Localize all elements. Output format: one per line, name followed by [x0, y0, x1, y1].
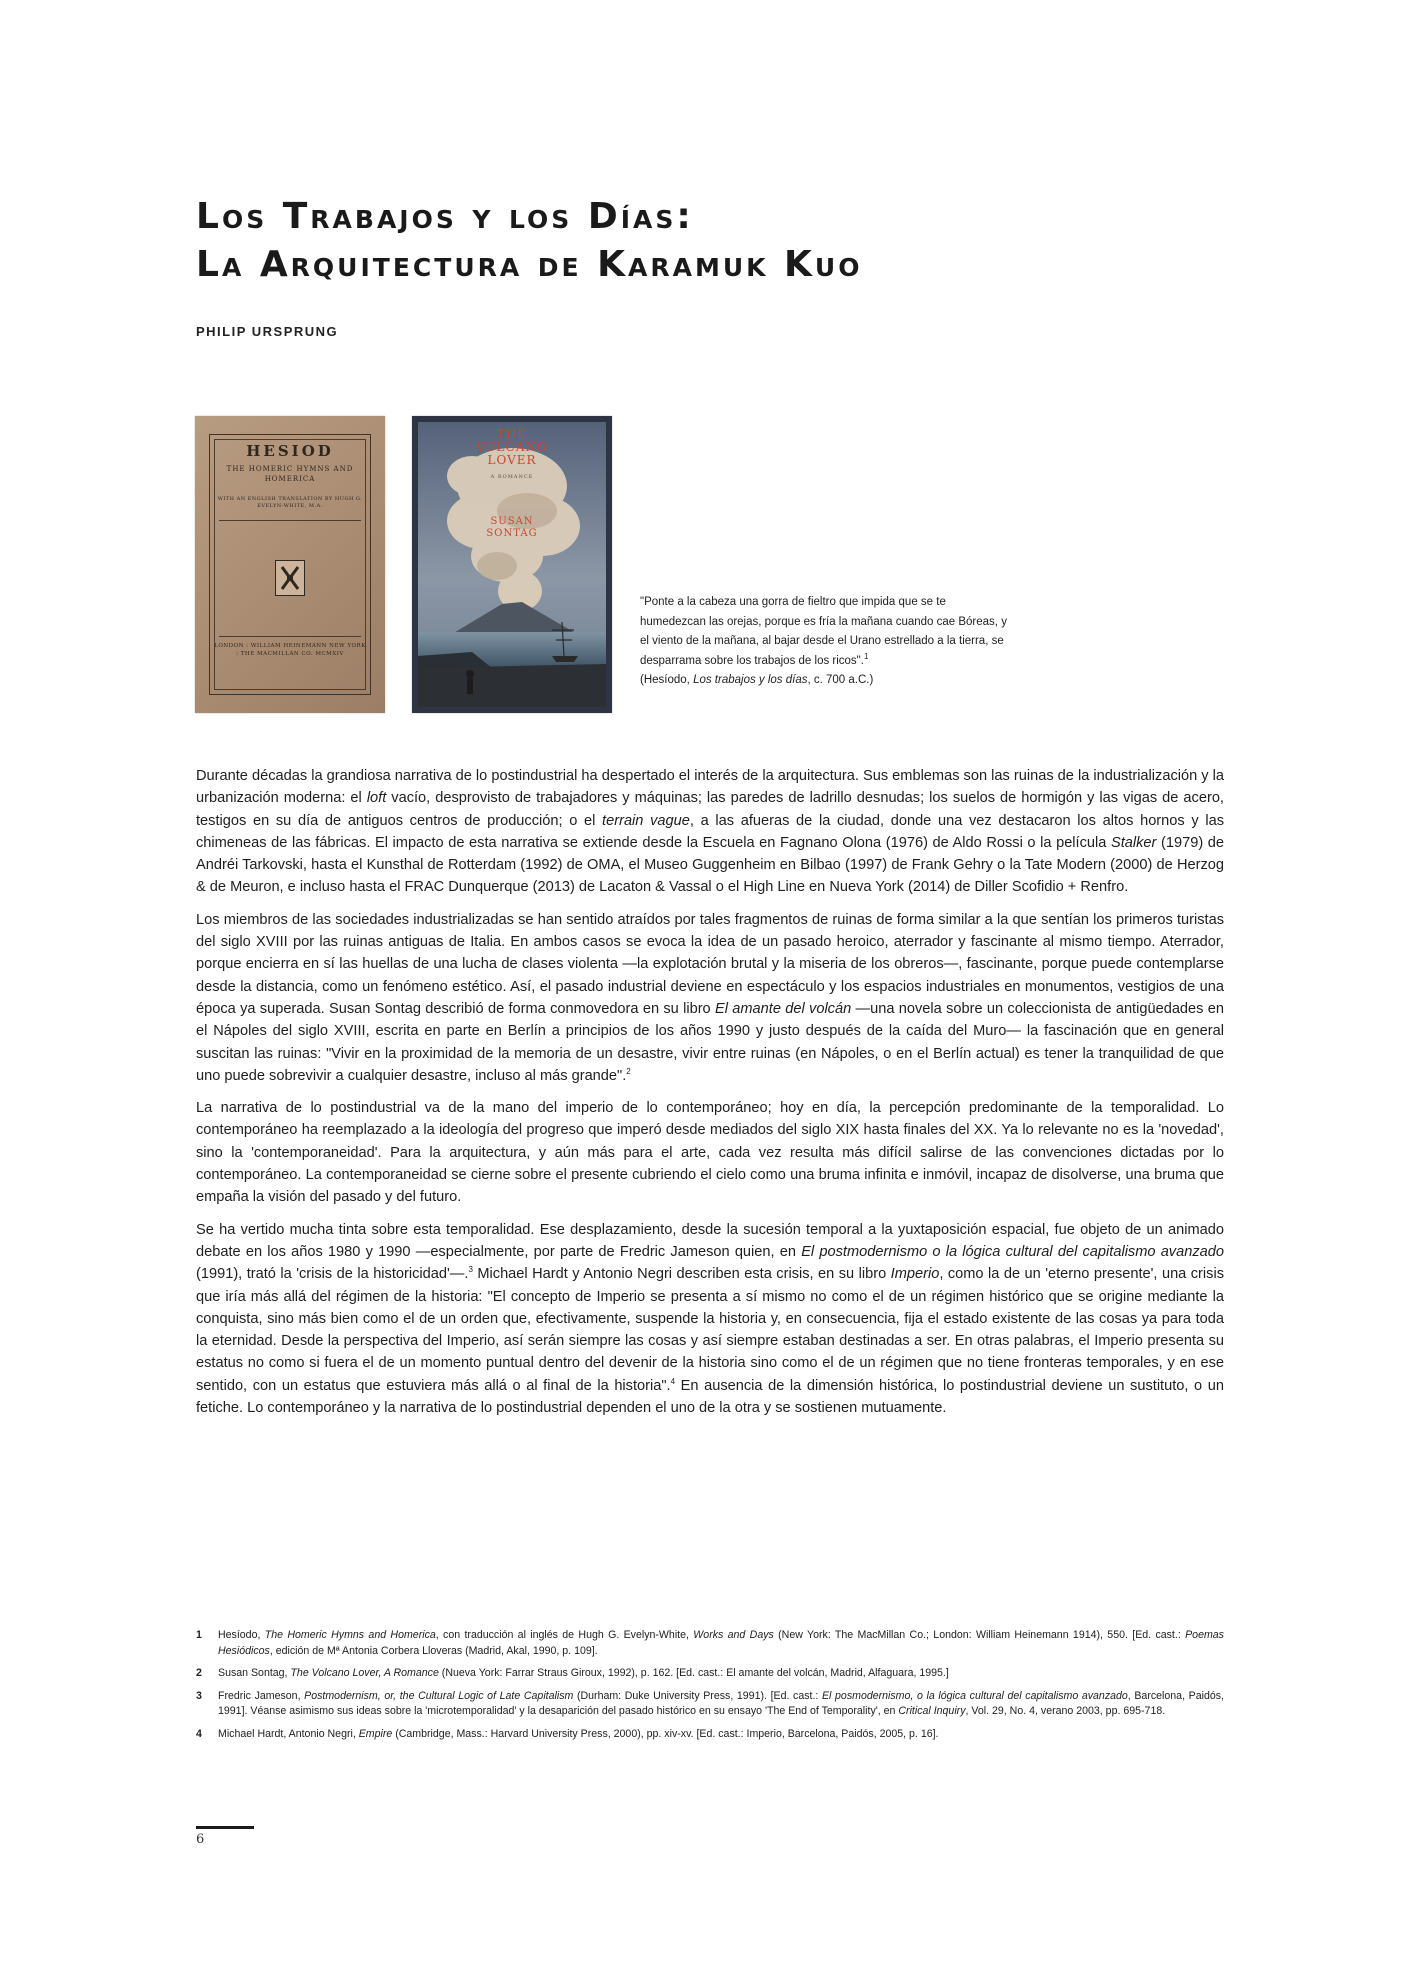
hesiod-cover-subtitle: THE HOMERIC HYMNS AND HOMERICA: [226, 465, 354, 483]
paragraph-3: La narrativa de lo postindustrial va de la mano del imperio de lo contemporáneo; hoy en día, la percepción predominante de la temporalidad. Lo contemporáneo ha reemplazado a la ideología del progreso que imperó desde mediados del siglo XIX hasta finales del XX. Ya lo relevante no es la 'novedad', sino la 'contemporaneidad'. Para la arquitectura, y aún más para el arte, cada vez resulta más difícil salirse de las convenciones dictadas por lo contemporáneo. La contemporaneidad se cierne sobre el presente cubriendo el cielo como una bruma infinita e inmóvil, incapaz de disolverse, una bruma que empaña la visión del pasado y del futuro.: [196, 1100, 1224, 1206]
page-number: 6: [196, 1832, 205, 1847]
hesiod-cover-translator: WITH AN ENGLISH TRANSLATION BY HUGH G. EVELYN-WHITE, M.A.: [217, 496, 363, 509]
volcano-lover-book-cover-image: [412, 416, 612, 713]
epigraph-caption: [640, 593, 1014, 691]
hesiod-book-cover-image: [195, 416, 385, 713]
article-body: [196, 765, 1224, 1429]
paragraph-4: Se ha vertido mucha tinta sobre esta temporalidad. Ese desplazamiento, desde la sucesión temporal a la yuxtaposición espacial, fue objeto de un animado debate en los años 1980 y 1990 —especialmente, por parte de Fredric Jameson quien, en El postmodernismo o la lógica cultural del capitalismo avanzado (1991), trató la 'crisis de la historicidad'—.$^3$ Michael Hardt y Antonio Negri describen esta crisis, en su libro Imperio, como la de un 'eterno presente', una crisis que iría más allá del régimen de la historia: "El concepto de Imperio se presenta a sí mismo no como el de un régimen histórico que se origine mediante la conquista, sino más bien como el de un orden que, efectivamente, suspende la historia y, en consecuencia, fija el estado existente de las cosas ya para toda la eternidad. Desde la perspectiva del Imperio, así serán siempre las cosas y así siempre estaban destinadas a ser. En otras palabras, el Imperio presenta su estatus no como si fuera el de un momento puntual dentro del devenir de la historia sino como el de un régimen que no tiene fronteras temporales, y en ese sentido, con un estatus que estuviera más allá o al final de la historia".$^4$ En ausencia de la dimensión histórica, lo postindustrial deviene un sustituto, o un fetiche. Lo contemporáneo y la narrativa de lo postindustrial dependen el uno de la otra y se sostienen mutuamente.: [196, 1221, 1224, 1417]
footnote-3: 3 Fredric Jameson, Postmodernism, or, the Cultural Logic of Late Capitalism (Durham: Duke University Press, 1991). [Ed. cast.: El posmodernismo, o la lógica cultural del capitalismo avanzado, Barcelona, Paidós, 1991]. Véanse asimismo sus ideas sobre la 'microtemporalidad' y la desaparición del pasado histórico en su ensayo 'The End of Temporality', en Critical Inquiry, Vol. 29, No. 4, verano 2003, pp. 695-718.: [196, 1689, 1224, 1717]
paragraph-1: Durante décadas la grandiosa narrativa de lo postindustrial ha despertado el interés de la arquitectura. Sus emblemas son las ruinas de la industrialización y la urbanización moderna: el loft vacío, desprovisto de trabajadores y máquinas; las paredes de ladrillo desnudas; los suelos de hormigón y las vigas de acero, testigos en su día de antiguos centros de producción; o el terrain vague, a las afueras de la ciudad, donde una vez destacaron los altos hornos y las chimeneas de las fábricas. El impacto de esta narrativa se extiende desde la Escuela en Fagnano Olona (1976) de Aldo Rossi o la película Stalker (1979) de Andréi Tarkovski, hasta el Kunsthal de Rotterdam (1992) de OMA, el Museo Guggenheim en Bilbao (1997) de Frank Gehry o la Tate Modern (2000) de Herzog & de Meuron, e incluso hasta el FRAC Dunquerque (2013) de Lacaton & Vassal o el High Line en Nueva York (2014) de Diller Scofidio + Renfro.: [196, 768, 1225, 896]
footnote-1: 1 Hesíodo, The Homeric Hymns and Homerica, con traducción al inglés de Hugh G. Evelyn-White, Works and Days (New York: The MacMillan Co.; London: William Heinemann 1914), 550. [Ed. cast.: Poemas Hesiódicos, edición de Mª Antonia Corbera Lloveras (Madrid, Akal, 1990, p. 109].: [196, 1629, 1224, 1657]
title-line-1: Los Trabajos y los Días:: [196, 196, 694, 237]
volcano-cover-title: THE VOLCANO LOVER: [476, 427, 548, 467]
publisher-emblem-icon: [275, 560, 305, 596]
volcano-cover-subtitle: A ROMANCE: [490, 474, 534, 480]
footnote-2: 2 Susan Sontag, The Volcano Lover, A Romance (Nueva York: Farrar Straus Giroux, 1992), p. 162. [Ed. cast.: El amante del volcán, Madrid, Alfaguara, 1995.]: [196, 1667, 949, 1679]
epigraph-source: (Hesíodo, Los trabajos y los días, c. 700 a.C.): [640, 674, 874, 686]
footnotes: [196, 1628, 1224, 1749]
footnote-ref: 1: [863, 651, 869, 661]
footnote-ref: 2: [626, 1067, 631, 1076]
author-byline: PHILIP URSPRUNG: [196, 324, 339, 339]
article-title: [196, 193, 1226, 289]
footnote-ref: 4: [670, 1376, 676, 1386]
epigraph-quote: "Ponte a la cabeza una gorra de fieltro que impida que se te humedezcan las orejas, porque es fría la mañana cuando cae Bóreas, y el viento de la mañana, al bajar desde el Urano estrellado a la tierra, se desparrama sobre los trabajos de los ricos".$^1$: [640, 596, 1007, 667]
footnote-ref: 3: [468, 1265, 473, 1275]
volcano-cover-author: SUSAN SONTAG: [486, 516, 538, 539]
hesiod-cover-title: HESIOD: [246, 442, 334, 460]
paragraph-2: Los miembros de las sociedades industrializadas se han sentido atraídos por tales fragmentos de ruinas de forma similar a la que sentían los primeros turistas del siglo XVIII por las ruinas antiguas de Italia. En ambos casos se evoca la idea de un pasado heroico, aterrador y fascinante al mismo tiempo. Aterrador, porque encierra en sí las huellas de una lucha de clases violenta —la explotación brutal y la miseria de los obreros—, fascinante, porque puede contemplarse desde la distancia, como un fenómeno estético. Así, el pasado industrial deviene en espectáculo y los espacios industriales en monumentos, vestigios de una época ya superada. Susan Sontag describió de forma conmovedora en su libro El amante del volcán —una novela sobre un coleccionista de antigüedades en el Nápoles del siglo XVIII, escrita en parte en Berlín a principios de los años 1990 y justo después de la caída del Muro— la fascinación que en general suscitan las ruinas: "Vivir en la proximidad de la memoria de un desastre, vivir entre ruinas (en Nápoles, o en el Berlín actual) es tener la tranquilidad de que uno puede sobrevivir a cualquier desastre, incluso al más grande".$^2$: [196, 911, 1225, 1084]
title-line-2: La Arquitectura de Karamuk Kuo: [196, 244, 863, 285]
footnote-4: 4 Michael Hardt, Antonio Negri, Empire (Cambridge, Mass.: Harvard University Press, 2000), pp. xiv-xv. [Ed. cast.: Imperio, Barcelona, Paidós, 2005, p. 16].: [196, 1727, 939, 1740]
page-number-rule: [196, 1826, 254, 1829]
hesiod-cover-publisher: LONDON : WILLIAM HEINEMANN NEW YORK : THE MACMILLAN CO. MCMXIV: [214, 643, 366, 657]
